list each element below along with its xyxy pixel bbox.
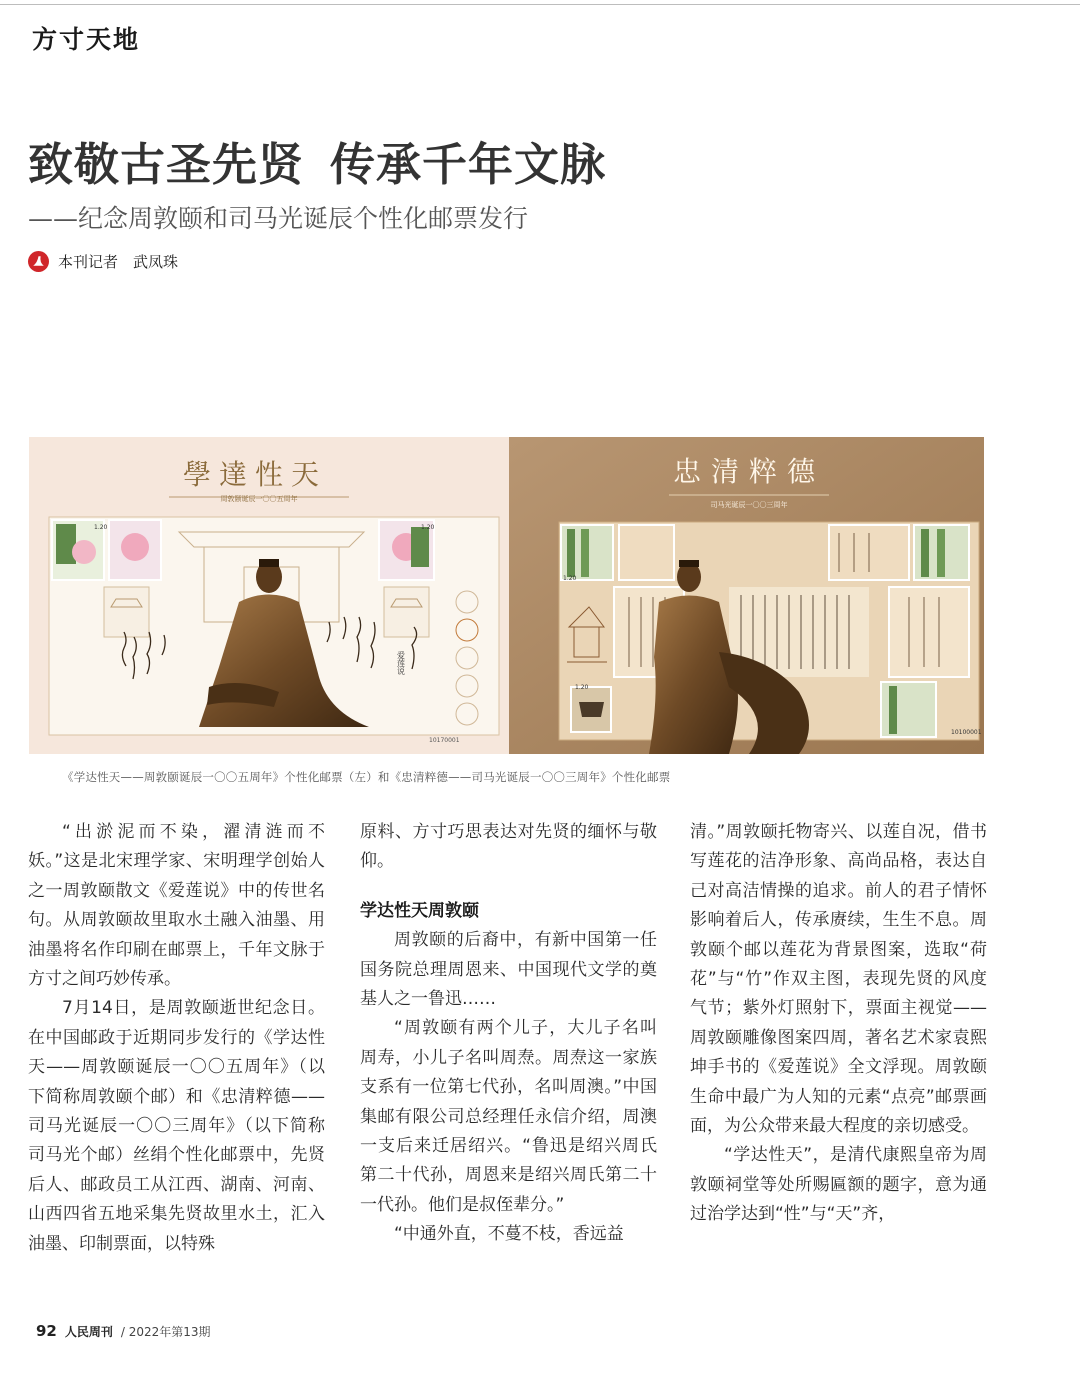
paragraph: 7月14日，是周敦颐逝世纪念日。在中国邮政于近期同步发行的《学达性天——周敦颐诞辰一〇〇五周年》（以下简称周敦颐个邮）和《忠清粹德——司马光诞辰一〇〇三周年》（以下简称司马光个邮）丝绢个性化邮票中，先贤后人、邮政员工从江西、湖南、河南、山西四省五地采集先贤故里水土，汇入油墨、印制票面，以特殊 xyxy=(28,998,325,1254)
title-part-1: 致敬古圣先贤 xyxy=(28,138,305,191)
left-stamp-gate-2 xyxy=(384,587,429,637)
article-subtitle: ——纪念周敦颐和司马光诞辰个性化邮票发行 xyxy=(28,204,529,233)
right-stamp-bamboo-1 xyxy=(561,525,613,582)
issue-label: / 2022年第13期 xyxy=(120,1325,211,1339)
byline xyxy=(28,251,178,272)
left-stamp-lotus-1 xyxy=(52,520,108,580)
byline-name: 武凤珠 xyxy=(133,253,179,271)
section-heading: 学达性天周敦颐 xyxy=(360,900,479,921)
right-denom-1: 1.20 xyxy=(563,575,577,582)
byline-role: 本刊记者 xyxy=(58,253,119,271)
reporter-logo-icon xyxy=(28,251,49,272)
left-stamp-gate-1 xyxy=(104,587,149,637)
left-stamp-lotus-2 xyxy=(109,520,161,580)
ding-vessel xyxy=(571,684,611,732)
paragraph: “周敦颐有两个儿子，大儿子名叫周寿，小儿子名叫周焘。周焘这一家族支系有一位第七代孙，名叫周澳。”中国集邮有限公司总经理任永信介绍，周澳一支后来迁居绍兴。“鲁迅是绍兴周氏第二十代孙，周恩来是绍兴周氏第二十一代孙。他们是叔侄辈分。” xyxy=(360,1018,657,1215)
right-sheet-title: 忠清粹德 xyxy=(672,455,826,488)
left-sheet-title: 學達性天 xyxy=(182,458,328,491)
right-denom-2: 1.20 xyxy=(575,684,589,691)
paragraph: 原料、方寸巧思表达对先贤的缅怀与敬仰。 xyxy=(360,822,657,872)
stamp-sheets-illustration xyxy=(29,437,984,754)
left-denom-2: 1.20 xyxy=(421,524,435,531)
top-rule xyxy=(0,4,1080,5)
paragraph: 清。”周敦颐托物寄兴、以莲自况，借书写莲花的洁净形象、高尚品格，表达自己对高洁情操的追求。前人的君子情怀影响着后人，传承赓续，生生不息。周敦颐个邮以莲花为背景图案，选取“荷花”与“竹”作双主图，表现先贤的风度气节；紫外灯照射下，票面主视觉——周敦颐雕像图案四周，著名艺术家袁熙坤手书的《爱莲说》全文浮现。周敦颐生命中最广为人知的元素“点亮”邮票画面，为公众带来最大程度的亲切感受。 xyxy=(690,822,987,1137)
section-label: 方寸天地 xyxy=(32,25,141,54)
right-serial: 10100001 xyxy=(951,729,982,736)
left-stamp-lotus-3 xyxy=(379,520,435,580)
right-stamp-bamboo-3 xyxy=(881,682,936,737)
paragraph: “学达性天”，是清代康熙皇帝为周敦颐祠堂等处所赐匾额的题字，意为通过治学达到“性”与“天”齐， xyxy=(690,1145,987,1225)
text-column-2 xyxy=(360,818,657,1250)
figure-caption: 《学达性天——周敦颐诞辰一〇〇五周年》个性化邮票（左）和《忠清粹德——司马光诞辰一〇〇三周年》个性化邮票 xyxy=(62,770,671,784)
paragraph: “中通外直，不蔓不枝，香远益 xyxy=(394,1224,624,1245)
page-number: 92 xyxy=(36,1322,57,1340)
left-poem-label: 爱莲说 xyxy=(396,651,406,675)
right-stamp-bamboo-2 xyxy=(914,525,969,580)
magazine-name: 人民周刊 xyxy=(64,1325,113,1339)
stamp-sheets-figure xyxy=(29,437,984,754)
article-title xyxy=(28,128,606,193)
right-sheet-subtitle: 司马光诞辰一〇〇三周年 xyxy=(710,501,788,509)
paragraph: “出淤泥而不染，濯清涟而不妖。”这是北宋理学家、宋明理学创始人之一周敦颐散文《爱莲说》中的传世名句。从周敦颐故里取水土融入油墨、用油墨将名作印刷在邮票上，千年文脉于方寸之间巧妙传承。 xyxy=(28,822,325,990)
text-column-1 xyxy=(28,818,325,1259)
left-denom-1: 1.20 xyxy=(94,524,108,531)
left-serial: 10170001 xyxy=(429,737,460,744)
title-part-2: 传承千年文脉 xyxy=(330,138,607,191)
paragraph: 周敦颐的后裔中，有新中国第一任国务院总理周恩来、中国现代文学的奠基人之一鲁迅…… xyxy=(360,930,657,1010)
left-sheet-subtitle: 周敦颐诞辰一〇〇五周年 xyxy=(220,495,298,503)
page-footer xyxy=(36,1322,211,1340)
text-column-3 xyxy=(690,818,987,1230)
